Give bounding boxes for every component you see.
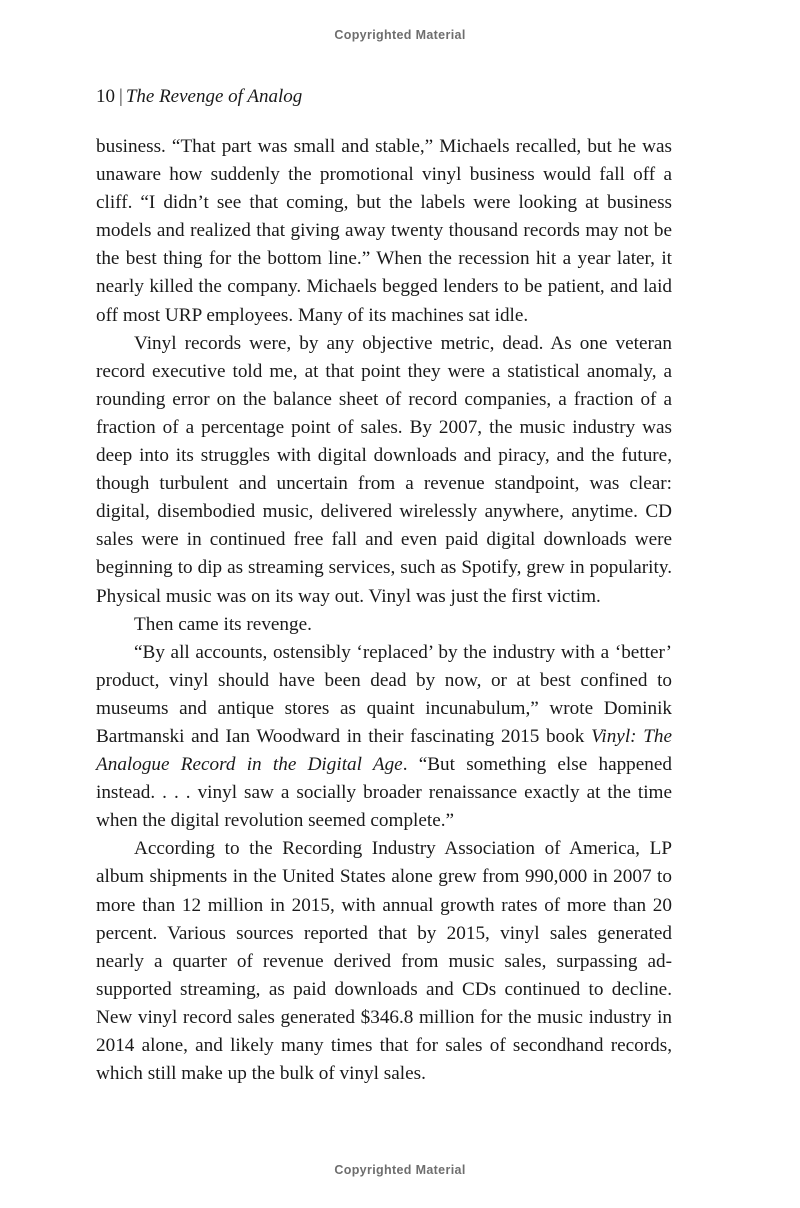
paragraph-then-came-revenge: Then came its revenge. [134, 613, 312, 635]
paragraph-business-continued: business. “That part was small and stable,” Michaels recalled, but he was unaware how suddenly the promotional vinyl business would fall off a cliff. “I didn’t see that coming, but the labels were looking at business models and realized that giving away twenty thousand records may not be the best thing for the bottom line.” When the recession hit a year later, it nearly killed the company. Michaels begged lenders to be patient, and laid off most URP employees. Many of its machines sat idle. [96, 136, 672, 326]
running-head-separator: | [119, 86, 123, 107]
paragraph-vinyl-dead: Vinyl records were, by any objective metric, dead. As one veteran record executive told me, at that point they were a statistical anomaly, a rounding error on the balance sheet of record companies, a fraction of a fraction of a percentage point of sales. By 2007, the music industry was deep into its struggles with digital downloads and piracy, and the future, though turbulent and uncertain from a revenue standpoint, was clear: digital, disembodied music, delivered wirelessly anywhere, anytime. CD sales were in continued free fall and even paid digital downloads were beginning to dip as streaming services, such as Spotify, grew in popularity. Physical music was on its way out. Vinyl was just the first victim. [96, 332, 672, 607]
copyright-watermark-top: Copyrighted Material [334, 28, 466, 42]
quote-text-after-title: . “But something else happened instead. . . . vinyl saw a socially broader renaissance exactly at the time when the digital revolution seemed complete.” [96, 754, 672, 832]
page-number: 10 [96, 86, 115, 107]
paragraph-bartmanski-quote [96, 639, 672, 836]
running-head [96, 86, 302, 109]
quote-text-before-title: “By all accounts, ostensibly ‘replaced’ by the industry with a ‘better’ product, vinyl should have been dead by now, or at best confined to museums and antique stores as quaint incunabulum,” wrote Dominik Bartmanski and Ian Woodward in their fascinating 2015 book [96, 641, 672, 747]
copyright-watermark-bottom: Copyrighted Material [334, 1163, 466, 1177]
paragraph-riaa-statistics: According to the Recording Industry Association of America, LP album shipments in the United States alone grew from 990,000 in 2007 to more than 12 million in 2015, with annual growth rates of more than 20 percent. Various sources reported that by 2015, vinyl sales generated nearly a quarter of revenue derived from music sales, surpassing ad-supported streaming, as paid downloads and CDs continued to decline. New vinyl record sales generated $346.8 million for the music industry in 2014 alone, and likely many times that for sales of secondhand records, which still make up the bulk of vinyl sales. [96, 838, 672, 1085]
cited-book-title: Vinyl: The Analogue Record in the Digital Age [96, 725, 672, 776]
body-text-column [96, 133, 672, 1088]
running-head-title: The Revenge of Analog [125, 86, 303, 107]
